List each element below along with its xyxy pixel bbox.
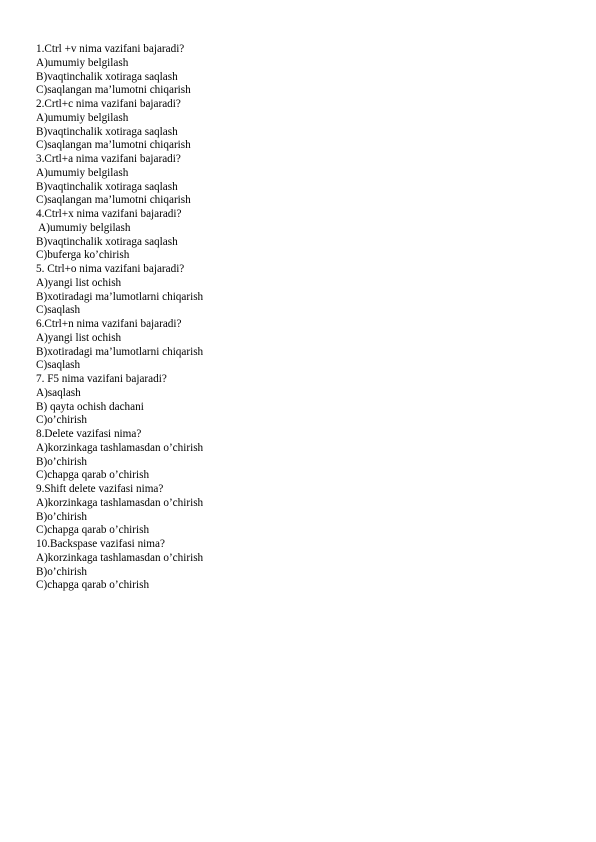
question-10: 10.Backspase vazifasi nima? xyxy=(36,538,165,550)
question-10-option-a: A)korzinkaga tashlamasdan o’chirish xyxy=(36,551,204,564)
question-4-option-c: C)buferga ko’chirish xyxy=(36,249,130,262)
question-9-option-a: A)korzinkaga tashlamasdan o’chirish xyxy=(36,496,204,509)
question-7-option-a: A)saqlash xyxy=(36,386,81,399)
question-9-option-b: B)o’chirish xyxy=(36,510,87,523)
question-2-option-a: A)umumiy belgilash xyxy=(36,111,129,124)
question-8-option-c: C)chapga qarab o’chirish xyxy=(36,469,150,482)
question-8-option-a: A)korzinkaga tashlamasdan o’chirish xyxy=(36,441,204,454)
question-3: 3.Crtl+a nima vazifani bajaradi? xyxy=(36,153,181,165)
question-7-option-c: C)o’chirish xyxy=(36,414,87,427)
question-4: 4.Ctrl+x nima vazifani bajaradi? xyxy=(36,208,182,220)
question-2-option-c: C)saqlangan ma’lumotni chiqarish xyxy=(36,139,191,152)
question-9-option-c: C)chapga qarab o’chirish xyxy=(36,524,150,537)
question-3-option-a: A)umumiy belgilash xyxy=(36,166,129,179)
question-2-option-b: B)vaqtinchalik xotiraga saqlash xyxy=(36,125,178,138)
question-1-option-a: A)umumiy belgilash xyxy=(36,56,129,69)
question-9: 9.Shift delete vazifasi nima? xyxy=(36,483,164,495)
question-3-option-b: B)vaqtinchalik xotiraga saqlash xyxy=(36,180,178,193)
question-1: 1.Ctrl +v nima vazifani bajaradi? xyxy=(36,43,185,55)
question-7-option-b: B) qayta ochish dachani xyxy=(36,400,144,413)
question-5-option-a: A)yangi list ochish xyxy=(36,276,122,289)
question-5-option-c: C)saqlash xyxy=(36,304,81,317)
question-5-option-b: B)xotiradagi ma’lumotlarni chiqarish xyxy=(36,290,204,303)
question-4-option-b: B)vaqtinchalik xotiraga saqlash xyxy=(36,235,178,248)
question-3-option-c: C)saqlangan ma’lumotni chiqarish xyxy=(36,194,191,207)
question-1-option-c: C)saqlangan ma’lumotni chiqarish xyxy=(36,84,191,97)
question-7: 7. F5 nima vazifani bajaradi? xyxy=(36,373,167,385)
question-2: 2.Crtl+c nima vazifani bajaradi? xyxy=(36,98,181,110)
question-6: 6.Ctrl+n nima vazifani bajaradi? xyxy=(36,318,182,330)
question-4-option-a: A)umumiy belgilash xyxy=(36,221,131,234)
question-8-option-b: B)o’chirish xyxy=(36,455,87,468)
question-6-option-c: C)saqlash xyxy=(36,359,81,372)
question-5: 5. Ctrl+o nima vazifani bajaradi? xyxy=(36,263,185,275)
question-8: 8.Delete vazifasi nima? xyxy=(36,428,142,440)
document-body xyxy=(36,43,556,593)
question-10-option-b: B)o’chirish xyxy=(36,565,87,578)
question-10-option-c: C)chapga qarab o’chirish xyxy=(36,579,150,592)
question-6-option-b: B)xotiradagi ma’lumotlarni chiqarish xyxy=(36,345,204,358)
question-1-option-b: B)vaqtinchalik xotiraga saqlash xyxy=(36,70,178,83)
question-6-option-a: A)yangi list ochish xyxy=(36,331,122,344)
